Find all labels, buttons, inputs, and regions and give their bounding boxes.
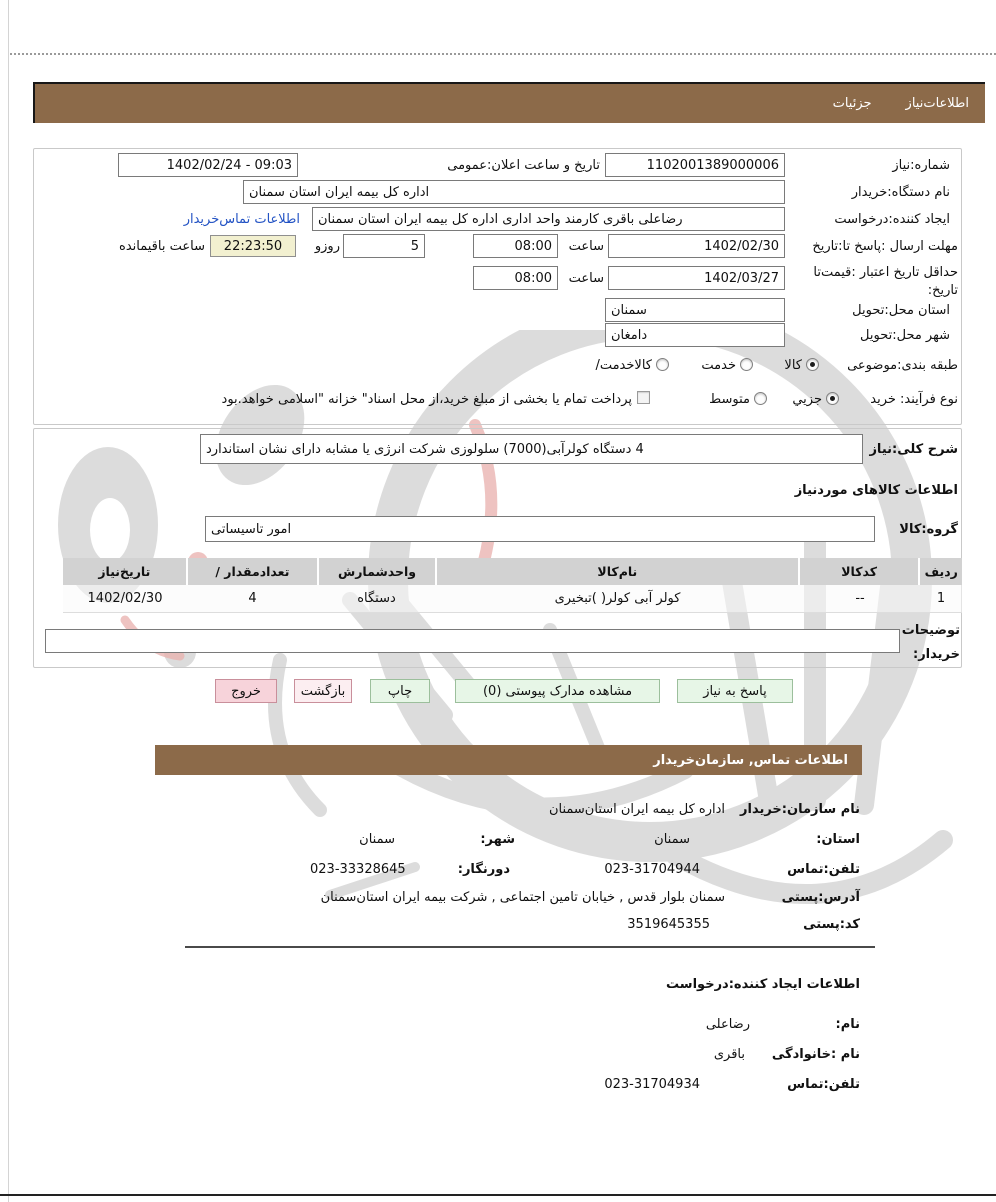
price-validity-time-input[interactable]: 08:00 bbox=[473, 266, 558, 290]
last-name-value: باقری bbox=[713, 1047, 745, 1062]
buyer-notes-label-line1: توضیحات bbox=[901, 623, 960, 638]
goods-group-input[interactable]: امور تاسیساتی bbox=[205, 516, 875, 542]
treasury-note-label: پرداخت تمام یا بخشی از مبلغ خرید،از محل اسناد" خزانه "اسلامی خواهد.بود bbox=[221, 392, 632, 407]
buyer-notes-input[interactable] bbox=[45, 629, 900, 653]
buyer-org-label: نام دستگاه:خریدار bbox=[851, 185, 950, 200]
cell-item-code: -- bbox=[800, 585, 920, 612]
days-label: روزو bbox=[314, 239, 340, 254]
remaining-time-badge: 22:23:50 bbox=[210, 235, 296, 257]
buyer-org-input[interactable]: اداره کل بیمه ایران استان سمنان bbox=[243, 180, 785, 204]
option-service-label: خدمت bbox=[701, 358, 736, 373]
last-name-label: نام :خانوادگی bbox=[771, 1047, 860, 1062]
org-name-label: نام سازمان:خریدار bbox=[740, 802, 860, 817]
contact-phone-label: تلفن:تماس bbox=[787, 862, 860, 877]
col-need-date: تاریخ‌نیاز bbox=[63, 558, 186, 585]
delivery-province-input[interactable]: سمنان bbox=[605, 298, 785, 322]
required-goods-heading: اطلاعات کالاهای موردنیاز bbox=[794, 483, 958, 498]
first-name-value: رضاعلی bbox=[705, 1017, 750, 1032]
need-description-label: شرح کلی:نیاز bbox=[869, 442, 958, 457]
table-row bbox=[63, 585, 962, 613]
need-number-input[interactable]: 1102001389000006 bbox=[605, 153, 785, 177]
org-name-value: اداره کل بیمه ایران استان‌سمنان bbox=[548, 802, 725, 817]
col-item-name: نام‌کالا bbox=[435, 558, 798, 585]
creator-info-heading: اطلاعات ایجاد کننده:درخواست bbox=[666, 977, 860, 992]
col-unit: واحدشمارش bbox=[317, 558, 435, 585]
fax-value: 023-33328645 bbox=[310, 862, 406, 877]
postal-address-label: آدرس:پستی bbox=[781, 890, 860, 905]
radio-goods-service[interactable] bbox=[656, 358, 669, 371]
bottom-page-line bbox=[0, 1194, 996, 1196]
cell-need-date: 1402/02/30 bbox=[63, 585, 187, 612]
delivery-province-label: استان محل:تحویل bbox=[852, 303, 950, 318]
buyer-contact-link[interactable]: اطلاعات تماس‌خریدار bbox=[183, 212, 300, 227]
request-creator-label: ایجاد کننده:درخواست bbox=[834, 212, 950, 227]
price-validity-label-line2: تاریخ: bbox=[927, 283, 958, 298]
delivery-city-input[interactable]: دامغان bbox=[605, 323, 785, 347]
delivery-city-label: شهر محل:تحویل bbox=[860, 328, 950, 343]
postal-code-value: 3519645355 bbox=[627, 917, 710, 932]
goods-table-header-row bbox=[63, 558, 962, 585]
deadline-hour-label: ساعت bbox=[568, 239, 604, 254]
contact-section-bar bbox=[155, 745, 862, 775]
response-deadline-label: مهلت ارسال :پاسخ تا:تاریخ bbox=[812, 239, 958, 254]
back-button[interactable]: بازگشت bbox=[294, 679, 352, 703]
print-button[interactable]: چاپ bbox=[370, 679, 430, 703]
contact-province-label: استان: bbox=[816, 832, 860, 847]
view-attachments-button[interactable]: مشاهده مدارک پیوستی (0) bbox=[455, 679, 660, 703]
col-item-code: کدکالا bbox=[798, 558, 919, 585]
cell-item-name: کولر آبی کولر( )تبخیری bbox=[435, 585, 800, 612]
creator-phone-value: 023-31704934 bbox=[604, 1077, 700, 1092]
option-partial-label: جزيي bbox=[792, 392, 822, 407]
radio-medium[interactable] bbox=[754, 392, 767, 405]
announce-datetime-input[interactable]: 1402/02/24 - 09:03 bbox=[118, 153, 298, 177]
header-bar bbox=[33, 82, 985, 123]
radio-partial-selected[interactable] bbox=[826, 392, 839, 405]
response-deadline-date-input[interactable]: 1402/02/30 bbox=[608, 234, 785, 258]
contact-city-label: شهر: bbox=[480, 832, 515, 847]
goods-table bbox=[63, 558, 962, 613]
cell-row-number: 1 bbox=[920, 585, 962, 612]
announce-datetime-label: تاریخ و ساعت اعلان:عمومی bbox=[447, 158, 600, 173]
contact-province-value: سمنان bbox=[654, 832, 690, 847]
col-quantity: تعدادمقدار / bbox=[186, 558, 318, 585]
subject-classification-label: طبقه بندی:موضوعی bbox=[847, 358, 958, 373]
response-deadline-time-input[interactable]: 08:00 bbox=[473, 234, 558, 258]
request-creator-input[interactable]: رضاعلی باقری کارمند واحد اداری اداره کل بیمه ایران استان سمنان bbox=[312, 207, 785, 231]
contact-phone-value: 023-31704944 bbox=[604, 862, 700, 877]
remaining-hours-label: ساعت باقیمانده bbox=[119, 239, 205, 254]
creator-phone-label: تلفن:تماس bbox=[787, 1077, 860, 1092]
option-goods-service-label: کالاخدمت/ bbox=[595, 358, 652, 373]
tab-need-info[interactable]: اطلاعات‌نیاز bbox=[905, 96, 969, 111]
first-name-label: نام: bbox=[835, 1017, 860, 1032]
option-goods-label: کالا bbox=[784, 358, 802, 373]
cell-quantity: 4 bbox=[187, 585, 318, 612]
left-edge-line bbox=[8, 0, 9, 1202]
contact-city-value: سمنان bbox=[359, 832, 395, 847]
price-validity-label-line1: حداقل تاریخ اعتبار :قیمت‌تا bbox=[813, 265, 958, 280]
price-validity-date-input[interactable]: 1402/03/27 bbox=[608, 266, 785, 290]
treasury-checkbox[interactable] bbox=[637, 391, 650, 404]
radio-goods-selected[interactable] bbox=[806, 358, 819, 371]
contact-section-title: اطلاعات تماس, سازمان‌خریدار bbox=[653, 752, 848, 768]
tab-details[interactable]: جزئیات bbox=[832, 96, 872, 111]
reply-to-need-button[interactable]: پاسخ به نیاز bbox=[677, 679, 793, 703]
section-divider bbox=[185, 946, 875, 948]
goods-group-label: گروه:کالا bbox=[899, 522, 958, 537]
process-type-label: نوع فرآیند: خرید bbox=[870, 392, 958, 407]
top-dotted-divider bbox=[10, 53, 996, 55]
col-row-number: ردیف bbox=[918, 558, 962, 585]
validity-hour-label: ساعت bbox=[568, 271, 604, 286]
fax-label: دورنگار: bbox=[457, 862, 510, 877]
option-medium-label: متوسط bbox=[709, 392, 750, 407]
postal-address-value: سمنان بلوار قدس , خیابان تامین اجتماعی , شرکت بیمه ایران استان‌سمنان bbox=[320, 890, 725, 905]
postal-code-label: کد:پستی bbox=[803, 917, 860, 932]
need-description-input[interactable]: 4 دستگاه کولرآبی(7000) سلولوزی شرکت انرژی یا مشابه دارای نشان استاندارد bbox=[200, 434, 863, 464]
cell-unit: دستگاه bbox=[318, 585, 435, 612]
need-number-label: شماره:نیاز bbox=[892, 158, 950, 173]
days-remaining-input[interactable]: 5 bbox=[343, 234, 425, 258]
exit-button[interactable]: خروج bbox=[215, 679, 277, 703]
radio-service[interactable] bbox=[740, 358, 753, 371]
buyer-notes-label-line2: خریدار: bbox=[913, 647, 960, 662]
